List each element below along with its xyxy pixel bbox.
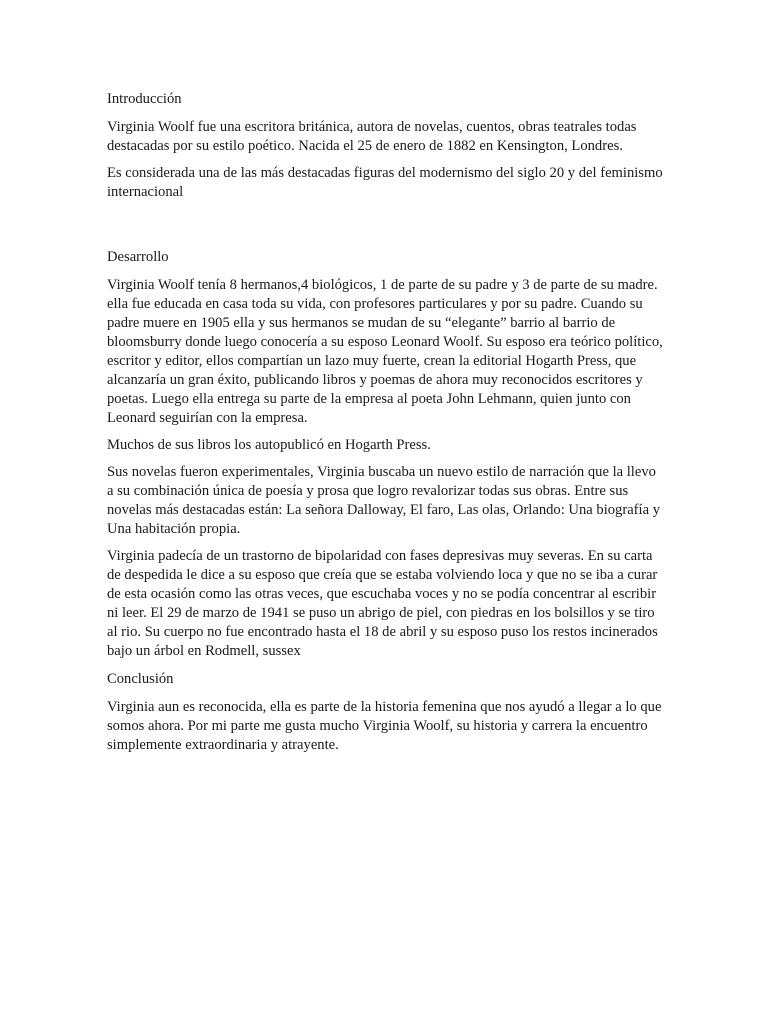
section-heading-conclusion: Conclusión — [107, 671, 174, 687]
development-paragraph-1: Virginia Woolf tenía 8 hermanos,4 biológicos, 1 de parte de su padre y 3 de parte de su madre. ella fue educada en casa toda su vida, con profesores particulares y por su padre. Cuando su padre muere en 1905 ella y sus hermanos se mudan de su “elegante” barrio al barrio de bloomsburry donde luego conocería a su esposo Leonard Woolf. Su esposo era teórico político, escritor y editor, ellos compartían un lazo muy fuerte, crean la editorial Hogarth Press, que alcanzaría un gran éxito, publicando libros y poemas de ahora muy reconocidos escritores y poetas. Luego ella entrega su parte de la empresa al poeta John Lehmann, quien junto con Leonard seguirían con la empresa. — [107, 277, 663, 426]
conclusion-paragraph: Virginia aun es reconocida, ella es parte de la historia femenina que nos ayudó a llegar a lo que somos ahora. Por mi parte me gusta mucho Virginia Woolf, su historia y carrera la encuentro simplemente extraordinaria y atrayente. — [107, 699, 662, 753]
section-heading-introduction: Introducción — [107, 91, 182, 107]
section-heading-development: Desarrollo — [107, 249, 169, 265]
development-paragraph-3: Sus novelas fueron experimentales, Virginia buscaba un nuevo estilo de narración que la llevo a su combinación única de poesía y prosa que logro revalorizar todas sus obras. Entre sus novelas más destacadas están: La señora Dalloway, El faro, Las olas, Orlando: Una biografía y Una habitación propia. — [107, 464, 661, 537]
development-paragraph-4: Virginia padecía de un trastorno de bipolaridad con fases depresivas muy severas. En su carta de despedida le dice a su esposo que creía que se estaba volviendo loca y que no se iba a curar de esta ocasión como las otras veces, que escuchaba voces y no se podía concentrar al escribir ni leer. El 29 de marzo de 1941 se puso un abrigo de piel, con piedras en los bolsillos y se tiro al rio. Su cuerpo no fue encontrado hasta el 18 de abril y su esposo puso los restos incinerados bajo un árbol en Rodmell, sussex — [107, 548, 658, 659]
intro-paragraph-1: Virginia Woolf fue una escritora británica, autora de novelas, cuentos, obras teatrales todas destacadas por su estilo poético. Nacida el 25 de enero de 1882 en Kensington, Londres. — [107, 119, 637, 154]
development-paragraph-2: Muchos de sus libros los autopublicó en Hogarth Press. — [107, 437, 431, 453]
document-body — [107, 90, 663, 755]
intro-paragraph-2: Es considerada una de las más destacadas figuras del modernismo del siglo 20 y del feminismo internacional — [107, 165, 663, 200]
